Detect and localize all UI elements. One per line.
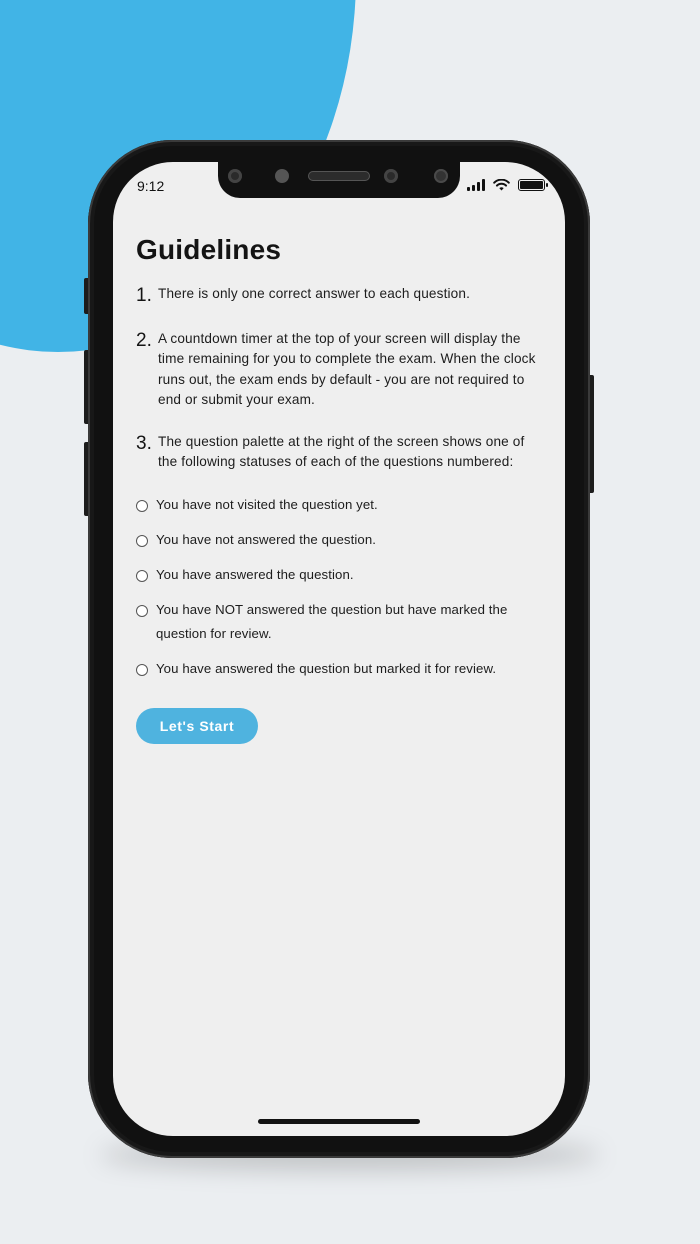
status-label: You have NOT answered the question but have marked the question for review. (156, 601, 508, 641)
radio-button[interactable] (136, 605, 148, 617)
home-indicator[interactable] (258, 1119, 420, 1124)
guideline-number: 3. (136, 433, 152, 455)
radio-button[interactable] (136, 500, 148, 512)
status-time: 9:12 (137, 178, 165, 194)
status-option[interactable] (136, 497, 546, 517)
battery-icon (518, 179, 545, 191)
guideline-number: 2. (136, 330, 152, 351)
notch (218, 162, 460, 198)
page-title: Guidelines (136, 234, 282, 265)
status-option[interactable] (136, 532, 546, 552)
start-button[interactable]: Let's Start (136, 708, 258, 744)
signal-icon (467, 179, 485, 191)
guideline-text: The question palette at the right of the screen shows one of the following statuses of each of the questions numbered: (158, 434, 525, 470)
front-camera-icon (384, 169, 398, 183)
phone-screen (113, 162, 565, 1136)
sensor-icon (275, 169, 289, 183)
status-list (136, 497, 546, 681)
guidelines-content (136, 234, 546, 744)
radio-button[interactable] (136, 535, 148, 547)
status-option[interactable] (136, 661, 546, 681)
guideline-text: There is only one correct answer to each question. (158, 286, 471, 301)
camera-icon (228, 169, 242, 183)
radio-button[interactable] (136, 570, 148, 582)
proximity-sensor-icon (434, 169, 448, 183)
radio-button[interactable] (136, 664, 148, 676)
status-label: You have answered the question. (156, 566, 354, 582)
wifi-icon (493, 179, 510, 191)
guideline-text: A countdown timer at the top of your screen will display the time remaining for you to complete the exam. When the clock runs out, the exam ends by default - you are not required to end or submit your exam. (158, 331, 536, 407)
guideline-item (136, 284, 546, 307)
status-label: You have not answered the question. (156, 531, 377, 547)
status-label: You have not visited the question yet. (156, 496, 378, 512)
status-option[interactable] (136, 567, 546, 587)
speaker-grille (308, 171, 370, 181)
guideline-item (136, 432, 546, 473)
status-icons (467, 179, 545, 191)
status-label: You have answered the question but marked it for review. (156, 660, 497, 676)
guideline-number: 1. (136, 285, 152, 306)
guideline-item (136, 329, 546, 410)
status-option[interactable] (136, 602, 546, 646)
